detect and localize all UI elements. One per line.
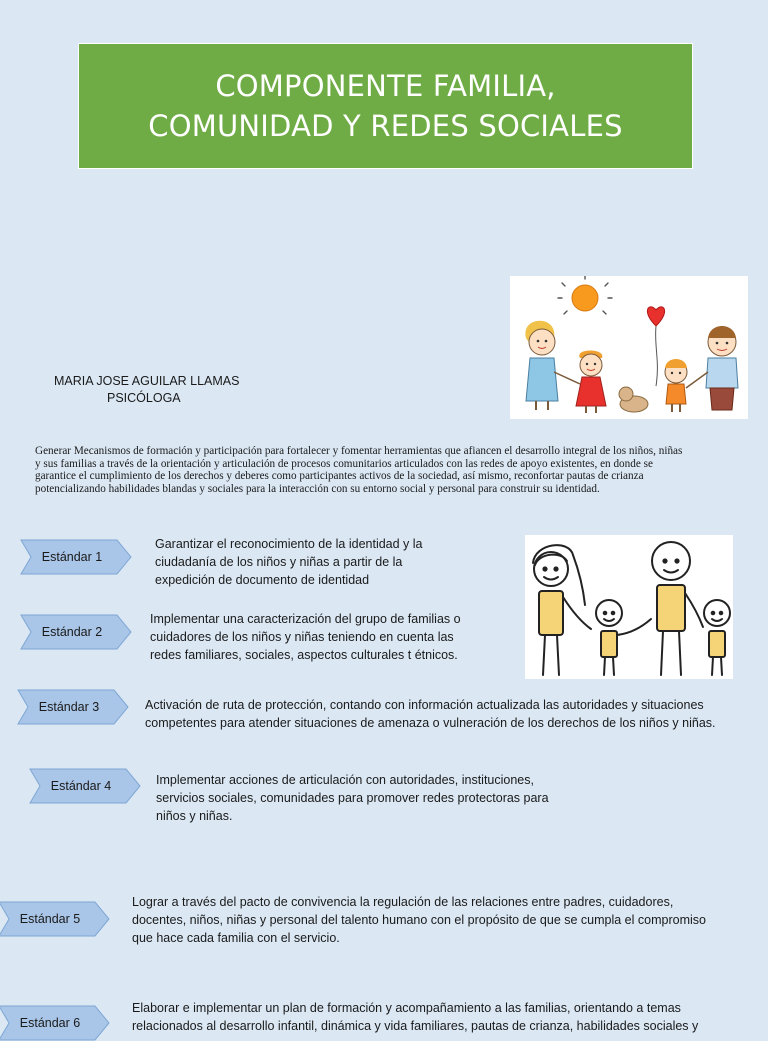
standard-tag xyxy=(0,1005,110,1041)
page-title xyxy=(78,43,693,169)
standard-tag xyxy=(0,901,110,937)
standard-tag xyxy=(17,689,129,725)
standard-description: Garantizar el reconocimiento de la identidad y la ciudadanía de los niños y niñas a partir de la expedición de documento de identidad xyxy=(155,537,423,587)
standard-description: Implementar una caracterización del grupo de familias o cuidadores de los niños y niñas teniendo en cuenta las redes familiares, sociales, aspectos culturales t étnicos. xyxy=(150,612,461,662)
intro-paragraph: Generar Mecanismos de formación y participación para fortalecer y fomentar herramientas que afiancen el desarrollo integral de los niños, niñas y sus familias a través de la orientación y articulación de procesos comunitarios articulados con las redes de apoyo existentes, en donde se garantice el cumplimiento de los derechos y deberes como participantes activos de la sociedad, así mismo, reconfortar pautas de crianza potencializando habilidades blandas y sociales para la interacción con su entorno social y personal para construir su identidad. xyxy=(35,445,683,495)
author-block xyxy=(54,373,239,407)
standard-label: Estándar 2 xyxy=(41,625,103,639)
title-line-2: COMUNIDAD Y REDES SOCIALES xyxy=(148,109,623,143)
standard-label: Estándar 6 xyxy=(19,1016,81,1030)
family-holding-hands-icon xyxy=(525,535,733,679)
standard-label: Estándar 5 xyxy=(19,912,81,926)
standard-tag xyxy=(20,539,132,575)
title-line-1: COMPONENTE FAMILIA, xyxy=(215,69,556,103)
standard-tag xyxy=(29,768,141,804)
standard-description: Activación de ruta de protección, contando con información actualizada las autoridades y situaciones competentes para atender situaciones de amenaza o vulneración de los derechos de los niños y niñas. xyxy=(145,698,716,730)
family-with-sun-and-balloon-icon xyxy=(510,276,748,419)
standard-label: Estándar 3 xyxy=(38,700,100,714)
author-name: MARIA JOSE AGUILAR LLAMAS xyxy=(54,374,240,388)
author-role: PSICÓLOGA xyxy=(107,391,181,405)
standard-label: Estándar 4 xyxy=(50,779,112,793)
standard-label: Estándar 1 xyxy=(41,550,103,564)
standard-description: Elaborar e implementar un plan de formación y acompañamiento a las familias, orientando a temas relacionados al desarrollo infantil, dinámica y vida familiares, pautas de crianza, habilidades sociales y xyxy=(132,1001,699,1033)
standard-tag xyxy=(20,614,132,650)
standard-description: Implementar acciones de articulación con autoridades, instituciones, servicios sociales, comunidades para promover redes protectoras para niños y niñas. xyxy=(156,773,549,823)
standard-description: Lograr a través del pacto de convivencia la regulación de las relaciones entre padres, cuidadores, docentes, niños, niñas y personal del talento humano con el propósito de que se cumpla el compromiso que hace cada familia con el servicio. xyxy=(132,895,706,945)
